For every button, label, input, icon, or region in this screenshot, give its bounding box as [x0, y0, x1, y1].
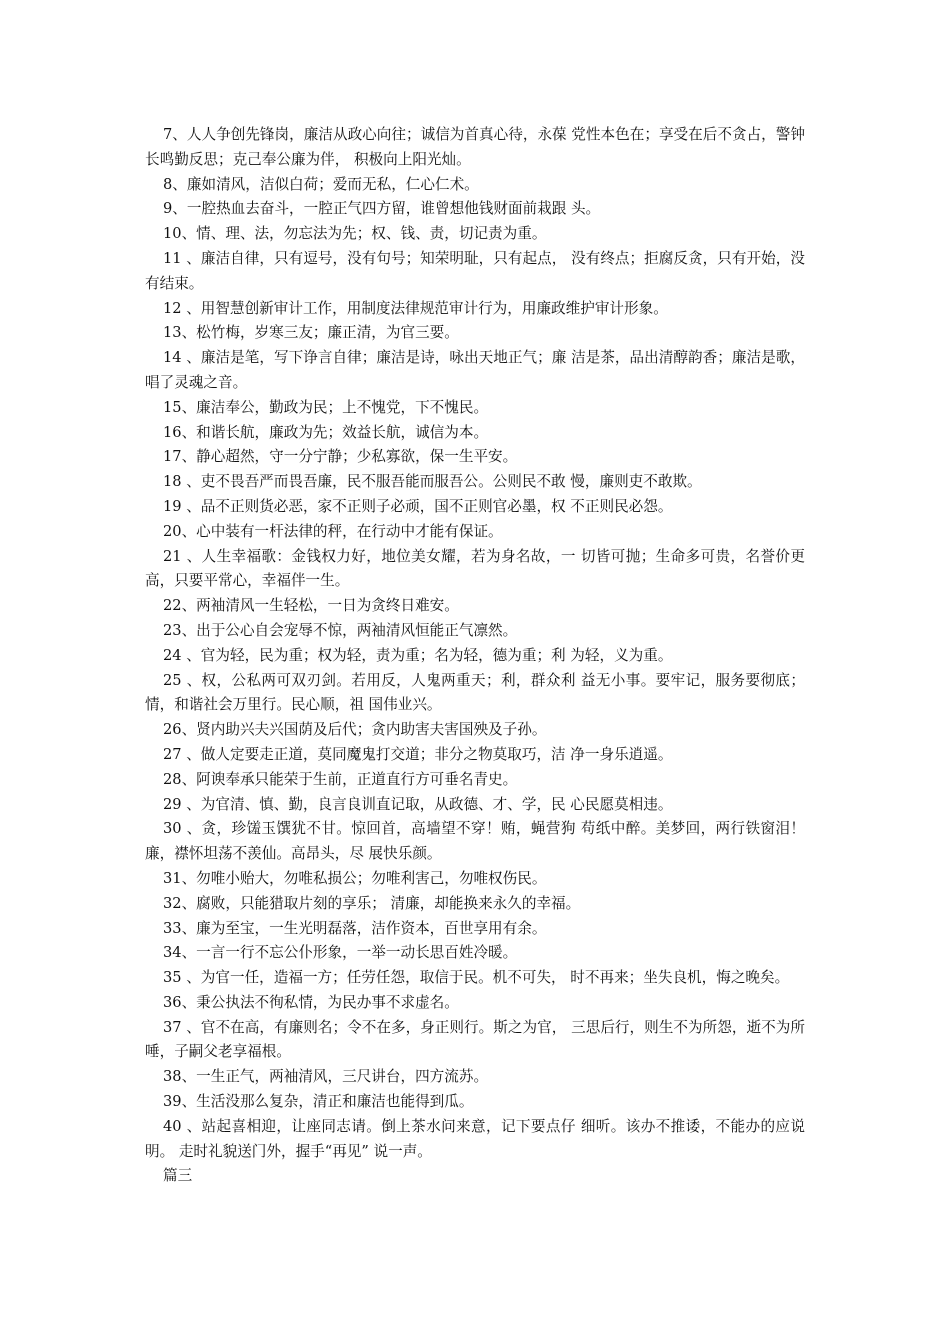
list-item: 27 、做人定要走正道，莫同魔鬼打交道；非分之物莫取巧，洁 净一身乐逍遥。 — [163, 745, 673, 763]
list-item: 8、廉如清风，洁似白荷；爱而无私，仁心仁术。 — [163, 175, 479, 193]
list-item: 28、阿谀奉承只能荣于生前，正道直行方可垂名青史。 — [163, 770, 518, 788]
list-item: 19 、品不正则货必恶，家不正则子必顽，国不正则官必墨，权 不正则民必怨。 — [163, 497, 673, 515]
section-heading: 篇三 — [163, 1167, 193, 1185]
list-item: 34、一言一行不忘公仆形象，一举一动长思百姓冷暖。 — [163, 944, 518, 962]
list-item: 29 、为官清、慎、勤，良言良训直记取，从政德、才、学，民 心民愿莫相违。 — [163, 795, 673, 813]
list-item: 16、和谐长航，廉政为先；效益长航，诚信为本。 — [163, 423, 489, 441]
list-item: 31、勿唯小贻大，勿唯私损公；勿唯利害己，勿唯权伤民。 — [163, 869, 547, 887]
list-item: 22、两袖清风一生轻松，一日为贪终日难安。 — [163, 597, 459, 615]
list-item: 13、松竹梅，岁寒三友；廉正清，为官三要。 — [163, 324, 459, 342]
list-item: 35 、为官一任，造福一方；任劳任怨，取信于民。机不可失， 时不再来；坐失良机，悔之晚矣。 — [163, 969, 790, 987]
list-item: 23、出于公心自会宠辱不惊，两袖清风恒能正气凛然。 — [163, 621, 518, 639]
list-item: 39、生活没那么复杂，清正和廉洁也能得到瓜。 — [163, 1093, 474, 1111]
list-item: 33、廉为至宝，一生光明磊落，洁作资本，百世享用有余。 — [163, 919, 547, 937]
list-item: 15、廉洁奉公，勤政为民；上不愧党，下不愧民。 — [163, 398, 489, 416]
list-item: 37 、官不在高，有廉则名；令不在多，身正则行。斯之为官， 三思后行，则生不为所怨，逝不为所唾，子嗣父老享福根。 — [145, 1018, 805, 1061]
list-item: 9、一腔热血去奋斗，一腔正气四方留，谁曾想他钱财面前栽跟 头。 — [163, 200, 601, 218]
list-item: 14 、廉洁是笔，写下诤言自律；廉洁是诗，咏出天地正气；廉 洁是茶，品出清醇韵香；廉洁是歌，唱了灵魂之音。 — [145, 349, 805, 391]
list-item: 24 、官为轻，民为重；权为轻，责为重；名为轻，德为重；利 为轻，义为重。 — [163, 646, 673, 664]
list-item: 38、一生正气，两袖清风，三尺讲台，四方流苏。 — [163, 1068, 489, 1086]
list-item: 12 、用智慧创新审计工作，用制度法律规范审计行为，用廉政维护审计形象。 — [163, 299, 668, 317]
list-item: 32、腐败，只能猎取片刻的享乐； 清廉，却能换来永久的幸福。 — [163, 894, 581, 912]
list-item: 11 、廉洁自律，只有逗号，没有句号；知荣明耻，只有起点， 没有终点；拒腐反贪，只有开始，没有结束。 — [145, 249, 805, 292]
list-item: 18 、吏不畏吾严而畏吾廉，民不服吾能而服吾公。公则民不敢 慢，廉则吏不敢欺。 — [163, 473, 702, 491]
list-item: 30 、贪，珍馐玉馔犹不甘。惊回首，高墙望不穿！贿，蝇营狗 苟纸中醉。美梦回，两行铁窗泪！廉，襟怀坦荡不羡仙。高昂头，尽 展快乐颜。 — [145, 820, 805, 863]
list-item: 26、贤内助兴夫兴国荫及后代；贪内助害夫害国殃及子孙。 — [163, 721, 547, 739]
list-item: 17、静心超然，守一分宁静；少私寡欲，保一生平安。 — [163, 448, 518, 466]
list-item: 10、情、理、法，勿忘法为先；权、钱、责，切记责为重。 — [163, 225, 547, 243]
list-item: 40 、站起喜相迎，让座同志请。倒上茶水问来意，记下要点仔 细听。该办不推诿，不能办的应说明。 走时礼貌送门外，握手“再见” 说一声。 — [145, 1117, 805, 1160]
list-item: 25 、权，公私两可双刃剑。若用反，人鬼两重天；利，群众利 益无小事。要牢记，服务要彻底；情，和谐社会万里行。民心顺，祖 国伟业兴。 — [145, 671, 805, 714]
list-item: 7、人人争创先锋岗，廉洁从政心向往；诚信为首真心待，永葆 党性本色在；享受在后不贪占，警钟长鸣勤反思；克己奉公廉为伴， 积极向上阳光灿。 — [145, 126, 805, 168]
list-item: 36、秉公执法不徇私情，为民办事不求虚名。 — [163, 993, 459, 1011]
document-page — [145, 123, 805, 1189]
list-item: 21 、人生幸福歌：金钱权力好，地位美女耀，若为身名故，一 切皆可抛；生命多可贵，名誉价更高，只要平常心，幸福伴一生。 — [145, 547, 805, 590]
list-item: 20、心中装有一杆法律的秤，在行动中才能有保证。 — [163, 522, 503, 540]
